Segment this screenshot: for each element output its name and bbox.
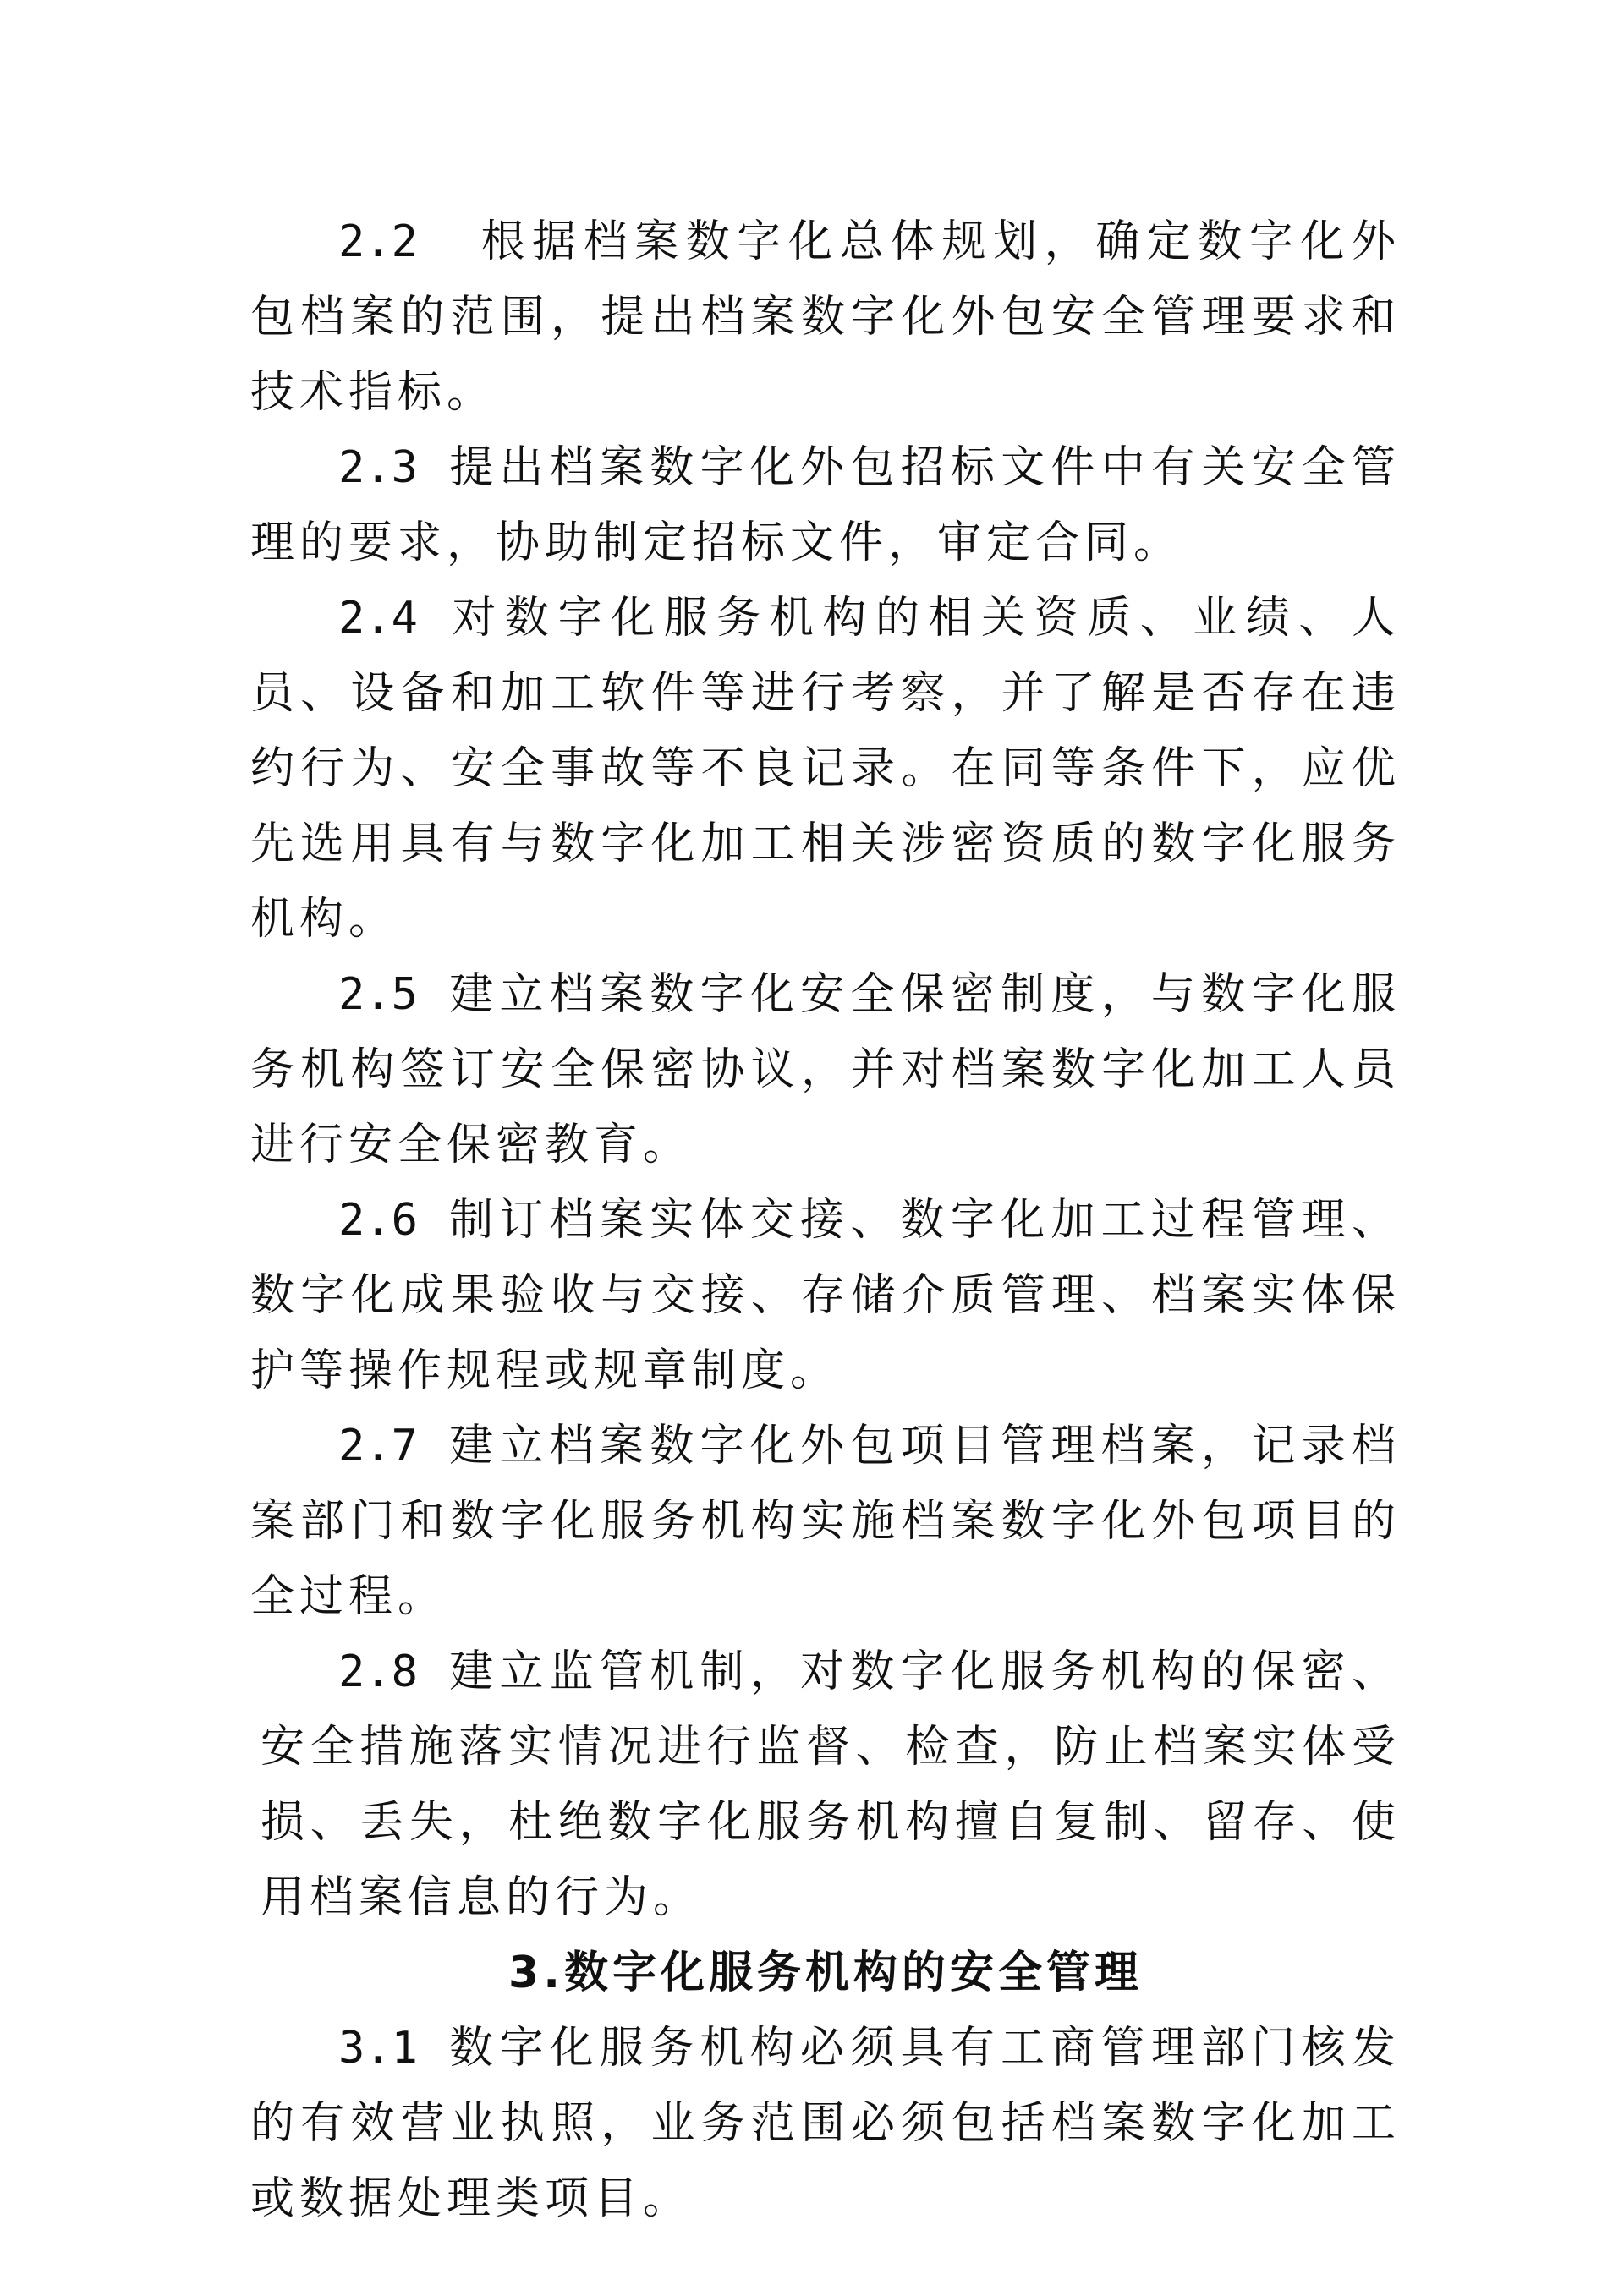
paragraph-text: 根据档案数字化总体规划，确定数字化外包档案的范围，提出档案数字化外包安全管理要求和技术指标。 xyxy=(250,216,1401,418)
paragraph-number: 2.7 xyxy=(338,1421,418,1471)
paragraph-2-6 xyxy=(250,1183,1401,1409)
paragraph-number: 2.5 xyxy=(338,969,418,1020)
paragraph-2-5 xyxy=(250,957,1401,1183)
paragraph-3-1 xyxy=(250,2011,1401,2237)
paragraph-number: 2.3 xyxy=(338,442,418,493)
document-body xyxy=(250,205,1401,2237)
paragraph-2-3 xyxy=(250,430,1401,581)
paragraph-text: 对数字化服务机构的相关资质、业绩、人员、设备和加工软件等进行考察，并了解是否存在违约行为、安全事故等不良记录。在同等条件下，应优先选用具有与数字化加工相关涉密资质的数字化服务机构。 xyxy=(250,593,1401,945)
paragraph-number: 2.2 xyxy=(338,216,418,267)
paragraph-text: 制订档案实体交接、数字化加工过程管理、数字化成果验收与交接、存储介质管理、档案实体保护等操作规程或规章制度。 xyxy=(250,1195,1401,1396)
paragraph-number: 2.6 xyxy=(338,1195,418,1246)
paragraph-2-2 xyxy=(250,205,1401,430)
section-heading: 3.数字化服务机构的安全管理 xyxy=(508,1948,1143,1998)
paragraph-2-4 xyxy=(250,581,1401,957)
paragraph-2-8 xyxy=(250,1635,1401,1936)
paragraph-2-7 xyxy=(250,1409,1401,1635)
paragraph-number: 2.4 xyxy=(338,593,418,644)
paragraph-text: 提出档案数字化外包招标文件中有关安全管理的要求，协助制定招标文件，审定合同。 xyxy=(250,442,1401,568)
paragraph-text: 建立档案数字化外包项目管理档案，记录档案部门和数字化服务机构实施档案数字化外包项目的全过程。 xyxy=(250,1421,1401,1622)
paragraph-text: 数字化服务机构必须具有工商管理部门核发的有效营业执照，业务范围必须包括档案数字化加工或数据处理类项目。 xyxy=(250,2023,1401,2224)
paragraph-number: 2.8 xyxy=(338,1647,418,1697)
paragraph-text: 建立监管机制，对数字化服务机构的保密、安全措施落实情况进行监督、检查，防止档案实体受损、丢失，杜绝数字化服务机构擅自复制、留存、使用档案信息的行为。 xyxy=(261,1647,1401,1923)
paragraph-number: 3.1 xyxy=(338,2023,418,2074)
paragraph-text: 建立档案数字化安全保密制度，与数字化服务机构签订安全保密协议，并对档案数字化加工人员进行安全保密教育。 xyxy=(250,969,1401,1170)
